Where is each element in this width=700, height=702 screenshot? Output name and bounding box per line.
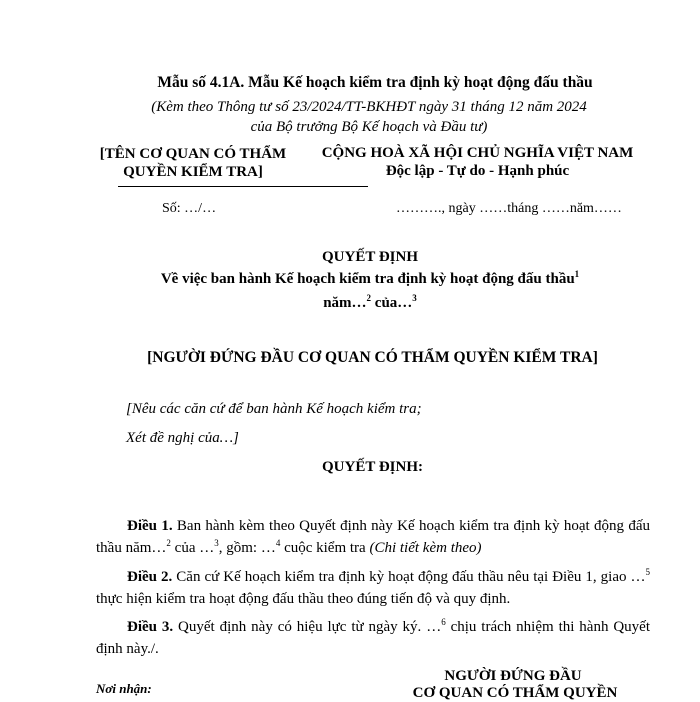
decides-heading: QUYẾT ĐỊNH: bbox=[322, 459, 423, 475]
decision-heading: QUYẾT ĐỊNH bbox=[322, 249, 418, 265]
national-motto: Độc lập - Tự do - Hạnh phúc bbox=[385, 163, 570, 179]
article-text: Căn cứ Kế hoạch kiểm tra định kỳ hoạt động đấu thầu nêu tại Điều 1, giao … bbox=[172, 569, 646, 585]
form-subtitle-line-1: (Kèm theo Thông tư số 23/2024/TT-BKHĐT ngày 31 tháng 12 năm 2024 bbox=[151, 99, 587, 115]
legal-basis-line-1: [Nêu các căn cứ để ban hành Kế hoạch kiểm tra; bbox=[126, 401, 422, 417]
recipients-label: Nơi nhận: bbox=[96, 681, 152, 696]
article-text: của … bbox=[170, 540, 215, 556]
footnote-ref: 4 bbox=[275, 538, 281, 548]
footnote-ref: 2 bbox=[366, 293, 372, 303]
footnote-ref: 1 bbox=[574, 269, 580, 279]
article-text: cuộc kiểm tra bbox=[280, 540, 370, 556]
decision-subject-year: năm… bbox=[323, 295, 367, 311]
footnote-ref: 3 bbox=[412, 293, 417, 303]
article-text: thực hiện kiểm tra hoạt động đấu thầu theo đúng tiến độ và quy định. bbox=[96, 591, 511, 607]
article-1 bbox=[96, 515, 650, 559]
legal-basis-line-2: Xét đề nghị của…] bbox=[126, 430, 239, 446]
agency-name bbox=[88, 145, 298, 181]
article-2 bbox=[96, 566, 650, 610]
article-3 bbox=[96, 616, 650, 660]
form-title: Mẫu số 4.1A. Mẫu Kế hoạch kiểm tra định kỳ hoạt động đấu thầu bbox=[157, 74, 593, 91]
nation-title: CỘNG HOÀ XÃ HỘI CHỦ NGHĨA VIỆT NAM bbox=[321, 145, 634, 161]
article-text: Ban hành kèm theo Quyết định này Kế hoạch kiểm tra định kỳ hoạt động đấu thầu năm… bbox=[96, 518, 650, 556]
signer-title-line-1: NGƯỜI ĐỨNG ĐẦU bbox=[444, 668, 582, 684]
footnote-ref: 5 bbox=[645, 567, 651, 577]
signer-title-line-2: CƠ QUAN CÓ THẨM QUYỀN bbox=[412, 685, 618, 701]
article-text: , gồm: … bbox=[218, 540, 276, 556]
form-subtitle-line-2: của Bộ trưởng Bộ Kế hoạch và Đầu tư) bbox=[250, 119, 488, 135]
article-label: Điều 1. bbox=[127, 518, 173, 534]
issuing-authority: [NGƯỜI ĐỨNG ĐẦU CƠ QUAN CÓ THẨM QUYỀN KIỂM TRA] bbox=[147, 349, 598, 366]
agency-name-line-2: QUYỀN KIỂM TRA] bbox=[123, 164, 263, 180]
document-number: Số: …/… bbox=[162, 201, 217, 216]
article-text: chịu trách nhiệm thi hành Quyết định này./. bbox=[96, 619, 650, 657]
agency-divider bbox=[118, 186, 368, 187]
decision-subject-line-1 bbox=[0, 271, 700, 288]
footnote-ref: 2 bbox=[166, 538, 171, 548]
document-date: ………., ngày ……tháng ……năm…… bbox=[396, 201, 622, 216]
article-label: Điều 3. bbox=[127, 619, 174, 635]
footnote-ref: 6 bbox=[441, 617, 446, 627]
decision-subject-text: Về việc ban hành Kế hoạch kiểm tra định kỳ hoạt động đấu thầu bbox=[160, 271, 575, 287]
article-text: Quyết định này có hiệu lực từ ngày ký. … bbox=[173, 619, 442, 635]
article-note: (Chi tiết kèm theo) bbox=[369, 540, 482, 556]
article-label: Điều 2. bbox=[127, 569, 173, 585]
decision-subject-of: của… bbox=[371, 295, 413, 311]
decision-subject-line-2 bbox=[0, 295, 700, 312]
agency-name-line-1: [TÊN CƠ QUAN CÓ THẨM bbox=[99, 146, 287, 162]
footnote-ref: 3 bbox=[214, 538, 219, 548]
